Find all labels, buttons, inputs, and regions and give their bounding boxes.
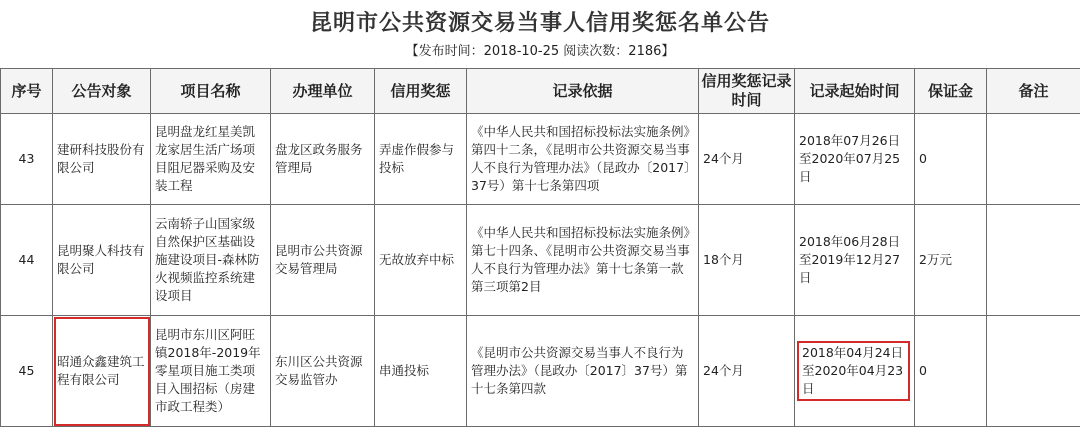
row-unit: 东川区公共资源交易监管办 bbox=[271, 316, 375, 427]
header-no: 序号 bbox=[1, 69, 53, 114]
row-project: 昆明盘龙红星美凯龙家居生活广场项目阻尼器采购及安装工程 bbox=[151, 114, 271, 205]
header-basis: 记录依据 bbox=[467, 69, 699, 114]
row-deposit: 0 bbox=[915, 316, 987, 427]
publish-meta: 【发布时间：2018-10-25 阅读次数：2186】 bbox=[405, 44, 675, 59]
row-duration: 24个月 bbox=[699, 114, 795, 205]
row-target: 建研科技股份有限公司 bbox=[53, 114, 151, 205]
table-row bbox=[1, 205, 1080, 316]
header-deposit: 保证金 bbox=[915, 69, 987, 114]
header-credit: 信用奖惩 bbox=[375, 69, 467, 114]
table-row bbox=[1, 316, 1080, 427]
row-deposit: 2万元 bbox=[915, 205, 987, 316]
header-target: 公告对象 bbox=[53, 69, 151, 114]
row-basis: 《中华人民共和国招标投标法实施条例》第四十二条，《昆明市公共资源交易当事人不良行为管理办法》（昆政办〔2017〕37号）第十七条第四项 bbox=[467, 114, 699, 205]
row-basis: 《昆明市公共资源交易当事人不良行为管理办法》（昆政办〔2017〕37号）第十七条第四款 bbox=[467, 316, 699, 427]
row-start: 2018年07月26日至2020年07月25日 bbox=[795, 114, 915, 205]
page-title: 昆明市公共资源交易当事人信用奖惩名单公告 bbox=[309, 10, 770, 36]
row-unit: 盘龙区政务服务管理局 bbox=[271, 114, 375, 205]
row-project: 云南轿子山国家级自然保护区基础设施建设项目-森林防火视频监控系统建设项目 bbox=[151, 205, 271, 316]
row-note bbox=[987, 114, 1080, 205]
row-note bbox=[987, 205, 1080, 316]
row-start-highlighted: 2018年04月24日至2020年04月23日 bbox=[797, 341, 910, 401]
row-deposit: 0 bbox=[915, 114, 987, 205]
row-start: 2018年06月28日至2019年12月27日 bbox=[795, 205, 915, 316]
row-no: 44 bbox=[1, 205, 53, 316]
row-start-cell bbox=[795, 316, 915, 427]
row-no: 43 bbox=[1, 114, 53, 205]
row-credit: 弄虚作假参与投标 bbox=[375, 114, 467, 205]
row-duration: 18个月 bbox=[699, 205, 795, 316]
row-basis: 《中华人民共和国招标投标法实施条例》第七十四条、《昆明市公共资源交易当事人不良行为管理办法》第十七条第一款第三项第2目 bbox=[467, 205, 699, 316]
row-project: 昆明市东川区阿旺镇2018年-2019年零星项目施工类项目入围招标（房建市政工程类） bbox=[151, 316, 271, 427]
row-target: 昆明聚人科技有限公司 bbox=[53, 205, 151, 316]
table-row bbox=[1, 114, 1080, 205]
header-duration: 信用奖惩记录时间 bbox=[699, 69, 795, 114]
row-no: 45 bbox=[1, 316, 53, 427]
header-start: 记录起始时间 bbox=[795, 69, 915, 114]
header-note: 备注 bbox=[987, 69, 1080, 114]
row-credit: 串通投标 bbox=[375, 316, 467, 427]
header-unit: 办理单位 bbox=[271, 69, 375, 114]
table-header-row bbox=[1, 69, 1080, 114]
row-note bbox=[987, 316, 1080, 427]
row-duration: 24个月 bbox=[699, 316, 795, 427]
header-project: 项目名称 bbox=[151, 69, 271, 114]
credit-list-table bbox=[0, 68, 1080, 427]
row-credit: 无故放弃中标 bbox=[375, 205, 467, 316]
row-unit: 昆明市公共资源交易管理局 bbox=[271, 205, 375, 316]
row-target-highlighted: 昭通众鑫建筑工程有限公司 bbox=[53, 316, 151, 427]
